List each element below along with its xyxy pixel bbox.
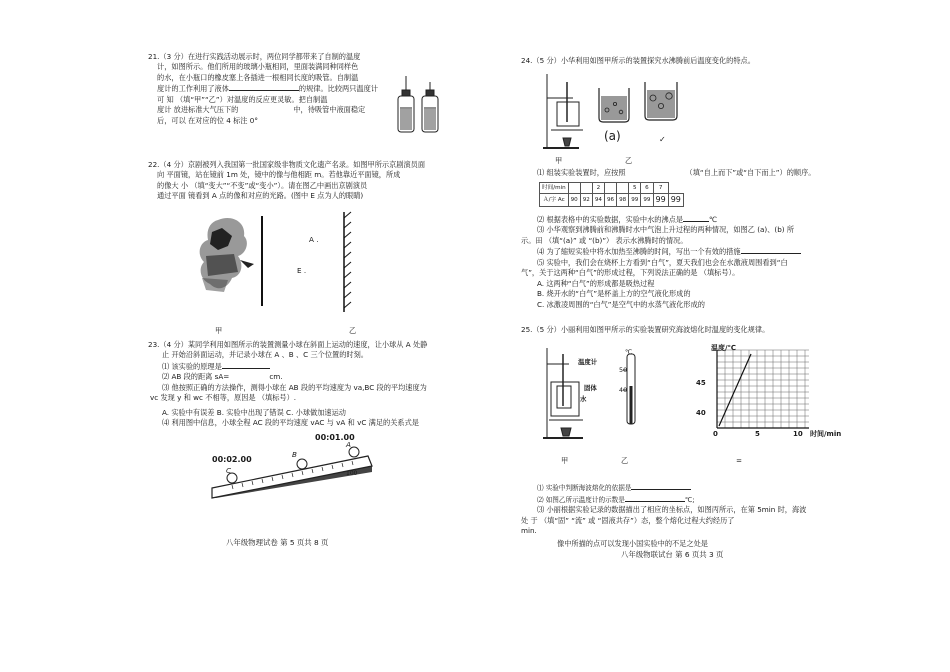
q25-line6: min. [521,525,537,535]
chart-x-label: 时间/min [810,430,842,438]
q24-blank-measure[interactable] [741,246,801,254]
timer-left: 00:02.00 [212,455,252,464]
q22-fig-jia-caption: 甲 [215,326,223,335]
chart-x5: 5 [755,430,760,438]
table-head-cell [568,183,580,194]
opera-mirror-figure [188,212,358,314]
q24-part2 [521,214,801,310]
chart-x10: 10 [793,430,803,438]
q24-line3b: ℃ [709,215,718,224]
q25-line3a: ⑵ 如图乙所示温度计的示数是 [537,495,625,504]
chart-y40: 40 [696,409,706,417]
q25-line2a: ⑴ 实验中判断海波熔化的依据是 [537,484,632,492]
right-page-footer: 八年级物联试台 第 6 页共 3 页 [621,550,724,559]
q25-line3 [537,494,806,506]
chart-y-label: 温度/℃ [711,344,737,352]
table-data-cell: Ａ/字 Ac [540,194,569,207]
q25-parts [521,482,807,536]
q21-line4b: 的规律。比较两只温度计 [298,84,378,94]
q21-line6 [148,105,378,115]
table-data-cell: 92 [580,194,592,207]
table-data-cell: 90 [568,194,580,207]
q21-line6b: 中，待吸管中液面稳定 [293,105,366,115]
q24-line3a: ⑵ 根据表格中的实验数据，实验中水的沸点是 [537,215,684,224]
q24-line7: ⑸ 实验中，我们会在烧杯上方看到“白气”，夏天我们也会在水激液周围看到“白 [537,257,788,267]
q22-line3: 的像大 小 （填“变大”“不变”或“变小”）。请在图乙中画出京剧演员 [157,180,368,190]
q21-line6a: 度计 放进标准大气压下的 [157,105,239,115]
q24-line2a: ⑴ 组装实验装置时，应按照 [537,168,626,177]
table-head-cell: 时间/min [540,183,569,194]
q21-line7: 后，可以 在对应的位 4 标注 0° [157,115,258,125]
question-22 [148,160,425,202]
table-head-cell: 2 [592,183,604,194]
table-data-cell: 99 [641,194,653,207]
q24-line1: 24.（5 分）小华利用如图甲所示的装置探究水沸腾前后温度变化的特点。 [521,56,755,65]
table-head-cell: 5 [629,183,641,194]
ball-a-label: A [346,440,351,449]
q24-line11: C. 冰激凌周围的“白气”是空气中的水蒸气液化形成的 [537,299,705,309]
test-tube [557,386,571,408]
point-a-label: A . [309,235,319,244]
table-head-cell [617,183,629,194]
q23-line2: 止 开始沿斜面运动，并记录小球在 A 、B 、C 三个位置的时刻。 [162,350,368,360]
burner [561,428,571,436]
q21-line5: 可 知 （填“甲”“乙”）对温度的反应更灵敏。把自制温 [157,94,328,104]
table-data-cell: 99 [668,194,683,207]
label-water: 水 [580,395,587,403]
table-head-cell: 7 [653,183,668,194]
q21-line4a: 度计的工作利用了液体 [157,84,229,94]
timer-top: 00:01.00 [315,433,355,442]
mirror-hatching [344,212,351,308]
water-beaker [551,382,579,416]
q24-line3 [537,214,801,225]
q23-line3a: ⑴ 该实验的原理是 [162,361,222,371]
q25-line7: 像中所描的点可以发现小国实验中的不足之处是 [557,539,708,548]
chart-grid [717,350,809,428]
right-page [475,0,950,672]
left-page-footer: 八年级物理试卷 第 5 页共 8 页 [226,538,329,547]
ball-b-label: B [292,450,297,459]
chart-points-group [719,354,751,426]
q22-line2: 向 平面镜，站在镜前 1m 处，镜中的像与他相距 m。若他靠近平面镜，所成 [157,170,401,180]
label-solid: 固体 [584,384,597,392]
alcohol-lamp [563,138,571,146]
q23-line1: 23.（4 分）某同学利用如图所示的装置测量小球在斜面上运动的速度，让小球从 A 处静 [148,340,428,349]
q24-line2b: （填“自上而下”或“自下而上”）的顺序。 [685,168,816,177]
ruler-number: 100 [346,470,358,477]
q24-part1 [537,168,815,178]
homemade-thermometers-figure [395,76,445,136]
q25-fig-jia-caption: 甲 [561,456,569,465]
q22-fig-yi-caption: 乙 [349,326,357,335]
table-head-cell [580,183,592,194]
q25-fig-bing-caption: = [736,456,743,465]
question-21 [148,52,378,126]
table-header-row [540,183,684,194]
q21-line4 [148,83,378,94]
q23-line6: vc 发现 y 和 wc 不相等，原因是 （填标号）. [150,393,297,403]
fig-a-label: (a) [604,129,621,143]
q24-line6a: ⑷ 为了缩短实验中将水加热至沸腾的时间，写出一个有效的措施 [537,247,741,257]
temperature-table [539,182,684,207]
q25-line2 [537,482,806,494]
label-50: 50 [619,366,628,374]
q22-line4: 通过平面 镜看到 A 点的像和对应的光路。(图中 E 点为人的眼睛) [157,191,364,201]
q21-line1: 21.（3 分）在进行实践活动展示时，两位同学都带来了自制的温度 [148,52,361,61]
temperature-time-chart [707,348,817,438]
table-data-cell: 98 [617,194,629,207]
label-thermometer: 温度计 [578,358,598,366]
q24-line8: 气”，关于这两种“白气”的形成过程，下列说法正确的是 （填标号）。 [521,268,740,278]
q25-blank-basis[interactable] [631,482,691,490]
ball-c-label: C [226,466,232,475]
question-25 [521,325,769,335]
q21-line2: 计，如图所示。他们所用的玻璃小瓶相同，里面装满同种同样色 [157,62,359,72]
plotted-line [719,354,751,426]
ball-b [297,459,307,469]
chart-y45: 45 [696,379,706,387]
q24-blank-boiling-point[interactable] [683,214,709,222]
q25-fig-yi-caption: 乙 [621,456,629,465]
q23-line5: ⑶ 他按照正确的方法操作，测得小球在 AB 段的平均速度为 va,BC 段的平均速度为 [162,382,427,392]
table-data-cell: 94 [592,194,604,207]
point-e-label: E . [297,266,307,275]
boiling-apparatus-figure [543,72,703,152]
question-23 [148,340,427,429]
table-data-cell: 99 [653,194,668,207]
q23-line7: A. 实验中有误差 B. 实验中出现了错误 C. 小球做加速运动 [162,407,346,417]
label-celsius: ℃ [625,348,633,356]
q25-line1: 25.（5 分）小丽利用如图甲所示的实验装置研究海波熔化时温度的变化规律。 [521,325,770,334]
q24-line6 [537,246,801,257]
table-head-cell [605,183,617,194]
q25-line5: 处 于 （填“固” “流” 或 “固液共存”）态，整个熔化过程大约经历了 [521,515,735,525]
q24-line4: ⑶ 小华观察到沸腾前和沸腾时水中气泡上升过程的两种情况，如图乙 (a)、(b) 所 [537,225,795,235]
table-data-cell: 99 [629,194,641,207]
fig-b-label: ✓ [659,135,666,144]
q25-line4: ⑶ 小丽根据实验记录的数据描出了相应的坐标点，如图丙所示，在第 5min 时，海波 [537,505,807,515]
q21-line3: 的水，在小瓶口的橡皮塞上各插进一根相同长度的吸管。自制温 [157,72,359,82]
q25-line3b: ℃; [684,495,695,504]
q24-fig-yi-caption: 乙 [625,156,633,165]
q24-fig-jia-caption: 甲 [555,156,563,165]
q23-line8a: ⑷ 利用图中信息，小球全程 AC 段的平均速度 vAC 与 vA 和 vC 满足的关系式是 [162,418,419,428]
q25-blank-reading[interactable] [625,494,685,502]
beaker [557,102,579,126]
label-40: 40 [619,386,628,394]
q24-line2 [537,168,815,178]
question-24 [521,56,755,66]
q23-line8 [148,418,427,428]
table-head-cell: 6 [641,183,653,194]
q24-line5: 示。田 （填“(a)” 或 “(b)”） 表示水沸腾时的情况。 [521,235,688,245]
q23-line4b: cm. [269,372,283,382]
q23-line4a: ⑵ AB 段的距离 sA= [162,372,230,382]
q23-line3 [148,361,427,372]
table-data-cell: 96 [605,194,617,207]
table-data-row [540,194,684,207]
chart-x0: 0 [713,430,718,438]
q22-line1: 22.（4 分）京剧被列入我国第一批国家级非物质文化遗产名录。如图甲所示京剧演员面 [148,160,426,169]
q23-line4 [148,372,427,382]
q23-blank1[interactable] [222,361,270,369]
q21-blank1[interactable] [229,83,299,91]
opera-actor-drawing [200,218,254,292]
q24-line10: B. 烧开水的“白气”是杯盖上方的空气液化形成的 [537,289,691,299]
q24-line9: A. 这两种“白气”的形成都是吸热过程 [537,278,655,288]
